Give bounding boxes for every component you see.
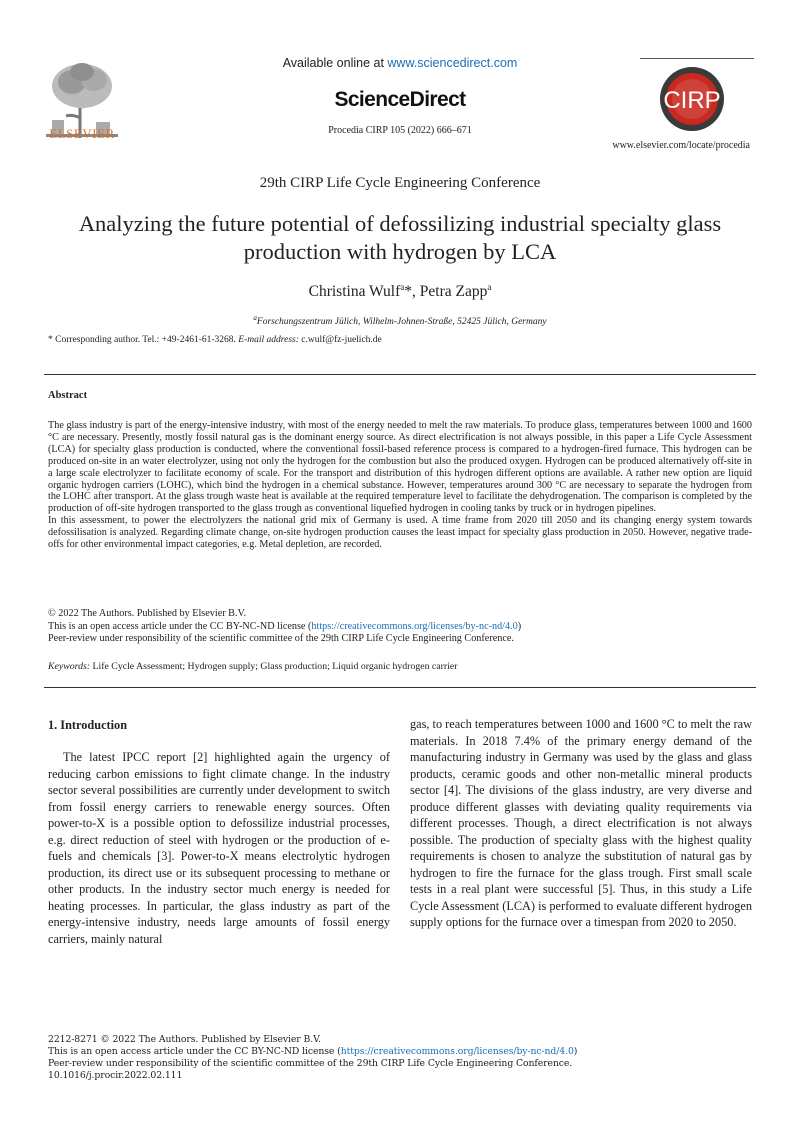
title-line-1: Analyzing the future potential of defossilizing industrial specialty glass: [78, 211, 722, 236]
license-suffix: ): [517, 620, 522, 632]
abstract-license: [48, 608, 752, 646]
affiliation: [0, 314, 800, 327]
cirp-logo-text: CIRP: [663, 87, 721, 114]
email-address[interactable]: c.wulf@fz-juelich.de: [298, 335, 382, 345]
body-paragraph: gas, to reach temperatures between 1000 and 1600 °C to melt the raw materials. In 2018 7.4% of the primary energy demand of the manufacturing industry in Germany was used by the glass and glass products, ceramic goods and other non-metallic mineral products sector [4]. The divisions of the glass industry, are very diverse and produce different glasses with deviating quality requirements via different processes. Though, a direct electrification is not always possible. The production of specialty glass with the highest quality requirements is chosen to analyze the substitution of natural gas by hydrogen to fire the furnace for the glass trough. First small scale tests in a real plant were successful [5]. Thus, in this study a Life Cycle Assessment (LCA) is performed to evaluate different hydrogen supply options for the furnace over a timespan from 2020 to 2050.: [410, 717, 752, 929]
license-link[interactable]: https://creativecommons.org/licenses/by-nc-nd/4.0: [311, 620, 518, 632]
divider: [44, 374, 756, 375]
body-column-left: [48, 749, 390, 947]
sciencedirect-link[interactable]: www.sciencedirect.com: [387, 56, 518, 70]
body-column-right: [410, 716, 752, 931]
sciencedirect-logo: ScienceDirect: [334, 88, 466, 111]
doi[interactable]: 10.1016/j.procir.2022.02.111: [48, 1070, 183, 1081]
cirp-logo: [640, 59, 754, 139]
abstract-paragraph: The glass industry is part of the energy-intensive industry, with most of the energy needed to melt the raw materials. To produce glass, temperatures between 1000 and 1600 °C are necessary. Presently, mostly fossil natural gas is the dominant energy source. As direct electrification is not always possible, in this paper a Life Cycle Assessment (LCA) for specialty glass production is conducted, where the conventional fossil-based reference process is compared to a hydrogen-fired furnace. This hydrogen can be produced on-site in an water electrolyzer, using not only the hydrogen for the combustion but also the produced oxygen. Hydrogen can be produced alternatively off-site in a large scale electrolyzer to facilitate economy of scale. For the transport and distribution of this hydrogen different options are available. A rather new option are liquid organic hydrogen carriers (LOHC), which bind the hydrogen in a chemical substance. However, temperatures around 300 °C are necessary to separate the hydrogen from the LOHC after transport. At the glass trough waste heat is available at the required temperature level to facilitate the dehydrogenation. The comparison is completed by the production of off-site hydrogen transported to the glass trough as conventional liquefied hydrogen in cooling tanks by truck or in hydrogen pipelines.: [48, 420, 752, 515]
affiliation-mark: a: [253, 314, 257, 322]
abstract-paragraph: In this assessment, to power the electrolyzers the national grid mix of Germany is used. A time frame from 2020 till 2050 and its changing energy system towards defossilisation is analyzed. Regarding climate change, on-site hydrogen production causes the least impact for specialty glass production in 2050. However, negative trade-offs for other environmental impact categories, e.g. Metal depletion, are recorded.: [48, 515, 752, 551]
affiliation-mark: a: [487, 282, 492, 292]
keywords-list: Life Cycle Assessment; Hydrogen supply; Glass production; Liquid organic hydrogen carrier: [90, 661, 458, 672]
keywords-label: Keywords:: [48, 661, 91, 672]
footer-license-line: [48, 1046, 577, 1058]
author-name: Christina Wulf: [308, 283, 401, 301]
corresponding-author: [48, 335, 382, 345]
license-line: [48, 621, 752, 634]
keywords: [48, 661, 458, 672]
affiliation-mark: a: [400, 282, 405, 292]
affiliation-text: Forschungszentrum Jülich, Wilhelm-Johnen-Straße, 52425 Jülich, Germany: [256, 317, 547, 328]
cirp-logo-box: [640, 58, 754, 139]
available-prefix: Available online at: [282, 56, 388, 70]
divider: [44, 687, 756, 688]
license-suffix: ): [573, 1046, 578, 1057]
paper-title: [40, 210, 760, 266]
body-paragraph: The latest IPCC report [2] highlighted again the urgency of reducing carbon emissions to fight climate change. In the industry sector several possibilities are currently under development to switch from fossil energy carriers to renewable energy sources. Often power-to-X is a possible option to defossilize industrial processes, e.g. direct reduction of steel with hydrogen or the production of e-fuels and chemicals [3]. Power-to-X means electrolytic hydrogen production, its direct use or its subsequent processing to methane or other products. In the industry sector much energy is needed for heating processes. In particular, the glass industry as part of the energy-intensive industry, needs large amounts of fossil energy carriers, mainly natural: [48, 750, 390, 946]
footer-peer-review: Peer-review under responsibility of the scientific committee of the 29th CIRP Life Cycle Engineering Conference.: [48, 1058, 573, 1069]
license-prefix: This is an open access article under the CC BY-NC-ND license (: [48, 620, 312, 632]
abstract-body: [48, 420, 752, 551]
corresponding-prefix: * Corresponding author. Tel.: +49-2461-61-3268.: [48, 335, 239, 345]
author-name: Petra Zapp: [419, 283, 488, 301]
corresponding-mark: *: [404, 283, 413, 301]
issn-line: 2212-8271 © 2022 The Authors. Published by Elsevier B.V.: [48, 1034, 321, 1045]
journal-homepage-link[interactable]: www.elsevier.com/locate/procedia: [612, 140, 750, 151]
author-list: [0, 282, 800, 301]
email-label: E-mail address:: [238, 335, 299, 345]
abstract-heading: Abstract: [48, 390, 88, 401]
author-separator: ,: [412, 283, 420, 301]
peer-review-line: Peer-review under responsibility of the scientific committee of the 29th CIRP Life Cycle Engineering Conference.: [48, 633, 514, 644]
journal-citation: Procedia CIRP 105 (2022) 666–671: [328, 125, 472, 136]
page-footer: [48, 1034, 577, 1082]
copyright-line: © 2022 The Authors. Published by Elsevier B.V.: [48, 608, 247, 619]
conference-name: 29th CIRP Life Cycle Engineering Conference: [259, 175, 541, 191]
title-line-2: production with hydrogen by LCA: [243, 239, 557, 264]
elsevier-wordmark: ELSEVIER: [49, 126, 115, 141]
license-prefix: This is an open access article under the CC BY-NC-ND license (: [48, 1046, 341, 1057]
footer-license-link[interactable]: https://creativecommons.org/licenses/by-nc-nd/4.0: [340, 1046, 574, 1057]
section-heading: 1. Introduction: [48, 718, 128, 732]
